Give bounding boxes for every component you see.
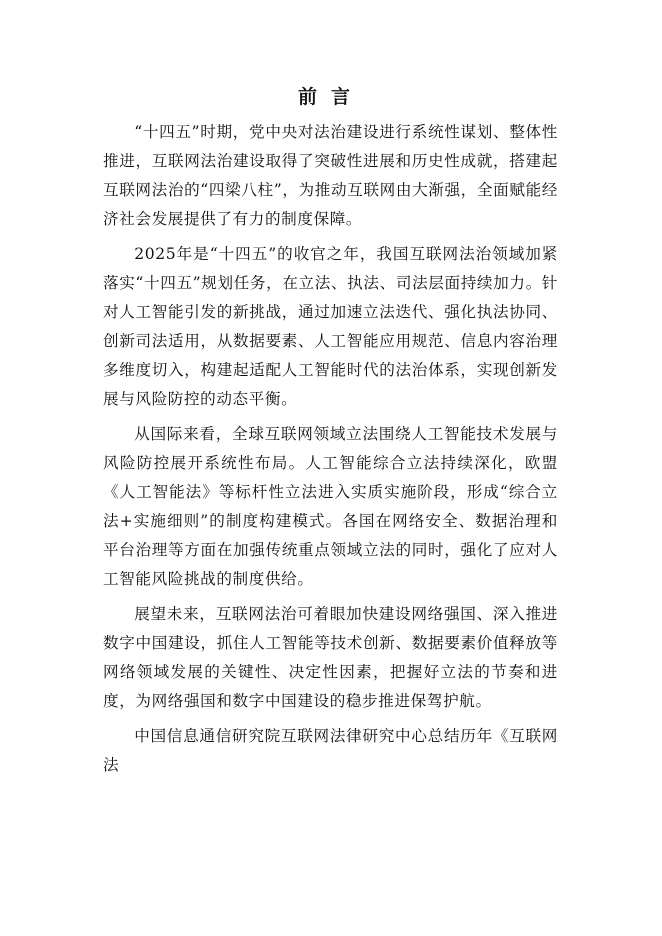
paragraph-4: 展望未来，互联网法治可着眼加快建设网络强国、深入推进数字中国建设，抓住人工智能等技术创新、数据要素价值释放等网络领域发展的关键性、决定性因素，把握好立法的节奏和进度，为网络强国和数字中国建设的稳步推进保驾护航。 (103, 605, 558, 710)
paragraph-1: “十四五”时期，党中央对法治建设进行系统性谋划、整体性推进，互联网法治建设取得了突破性进展和历史性成就，搭建起互联网法治的“四梁八柱”，为推动互联网由大渐强，全面赋能经济社会发展提供了有力的制度保障。 (103, 123, 558, 228)
document-body (103, 118, 558, 780)
paragraph-5: 中国信息通信研究院互联网法律研究中心总结历年《互联网法 (103, 727, 558, 774)
page-title: 前言 (297, 86, 364, 108)
paragraph-3: 从国际来看，全球互联网领域立法围绕人工智能技术发展与风险防控展开系统性布局。人工智能综合立法持续深化，欧盟《人工智能法》等标杆性立法进入实质实施阶段，形成“综合立法+实施细则”的制度构建模式。各国在网络安全、数据治理和平台治理等方面在加强传统重点领域立法的同时，强化了应对人工智能风险挑战的制度供给。 (103, 425, 558, 588)
paragraph-2: 2025年是“十四五”的收官之年，我国互联网法治领域加紧落实“十四五”规划任务，在立法、执法、司法层面持续加力。针对人工智能引发的新挑战，通过加速立法迭代、强化执法协同、创新司法适用，从数据要素、人工智能应用规范、信息内容治理多维度切入，构建起适配人工智能时代的法治体系，实现创新发展与风险防控的动态平衡。 (103, 245, 558, 408)
